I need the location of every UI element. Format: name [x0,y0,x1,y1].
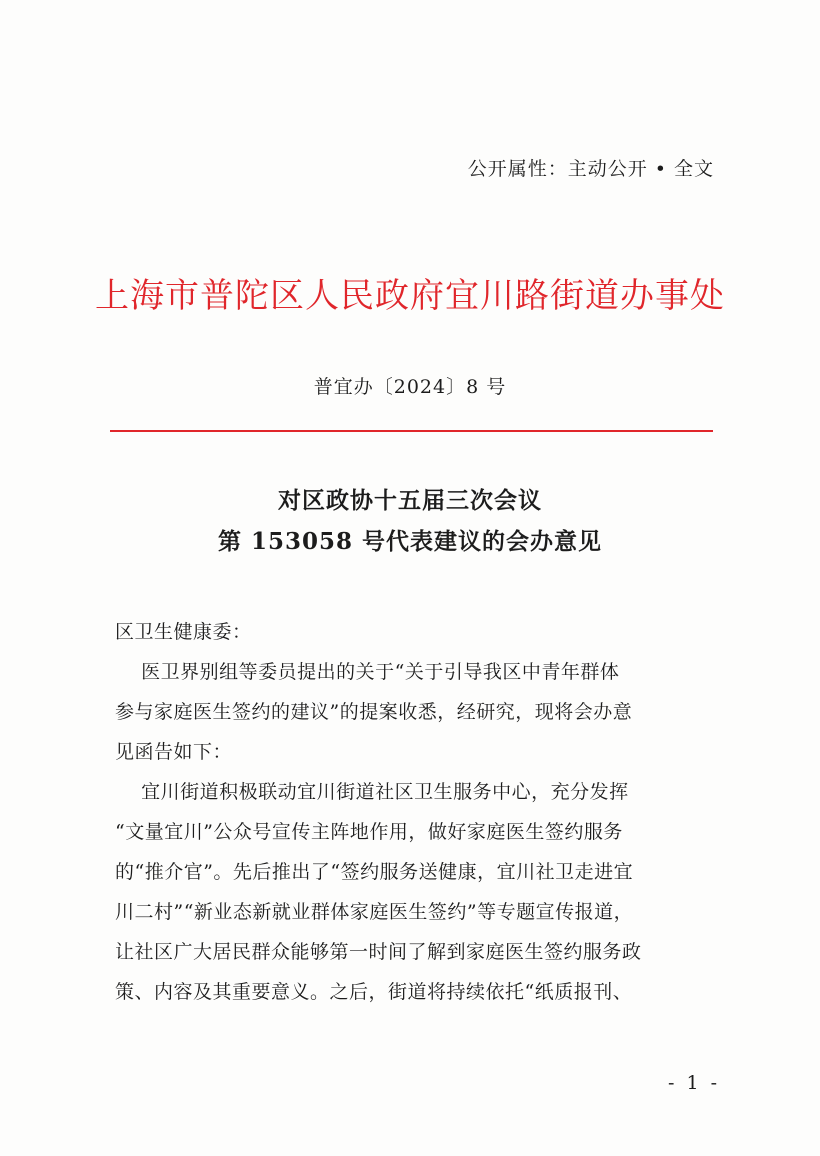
body-line: 宜川街道积极联动宜川街道社区卫生服务中心，充分发挥 [115,781,629,803]
body-line: 参与家庭医生签约的建议”的提案收悉，经研究，现将会办意 [115,701,633,723]
document-number: 普宜办〔2024〕8 号 [313,376,507,398]
body-line: 让社区广大居民群众能够第一时间了解到家庭医生签约服务政 [115,941,642,963]
body-line-recipient: 区卫生健康委： [115,621,252,643]
body-line: 川二村”“新业态新就业群体家庭医生签约”等专题宣传报道， [115,901,634,923]
issuing-organization-title: 上海市普陀区人民政府宜川路街道办事处 [95,276,725,316]
body-line: 见函告如下： [115,741,233,763]
disclosure-attribute: 公开属性：主动公开 • 全文 [467,158,714,180]
body-line: 策、内容及其重要意义。之后，街道将持续依托“纸质报刊、 [115,981,633,1003]
body-line: 医卫界别组等委员提出的关于“关于引导我区中青年群体 [115,661,620,683]
body-line: “文量宜川”公众号宣传主阵地作用，做好家庭医生签约服务 [115,821,623,843]
body-line: 的“推介官”。先后推出了“签约服务送健康，宜川社卫走进宜 [115,861,634,883]
red-divider-line [110,430,713,432]
page-number: - 1 - [667,1072,720,1094]
document-title-line-1: 对区政协十五届三次会议 [278,487,542,514]
document-title-line-2: 第 153058 号代表建议的会办意见 [217,528,603,555]
